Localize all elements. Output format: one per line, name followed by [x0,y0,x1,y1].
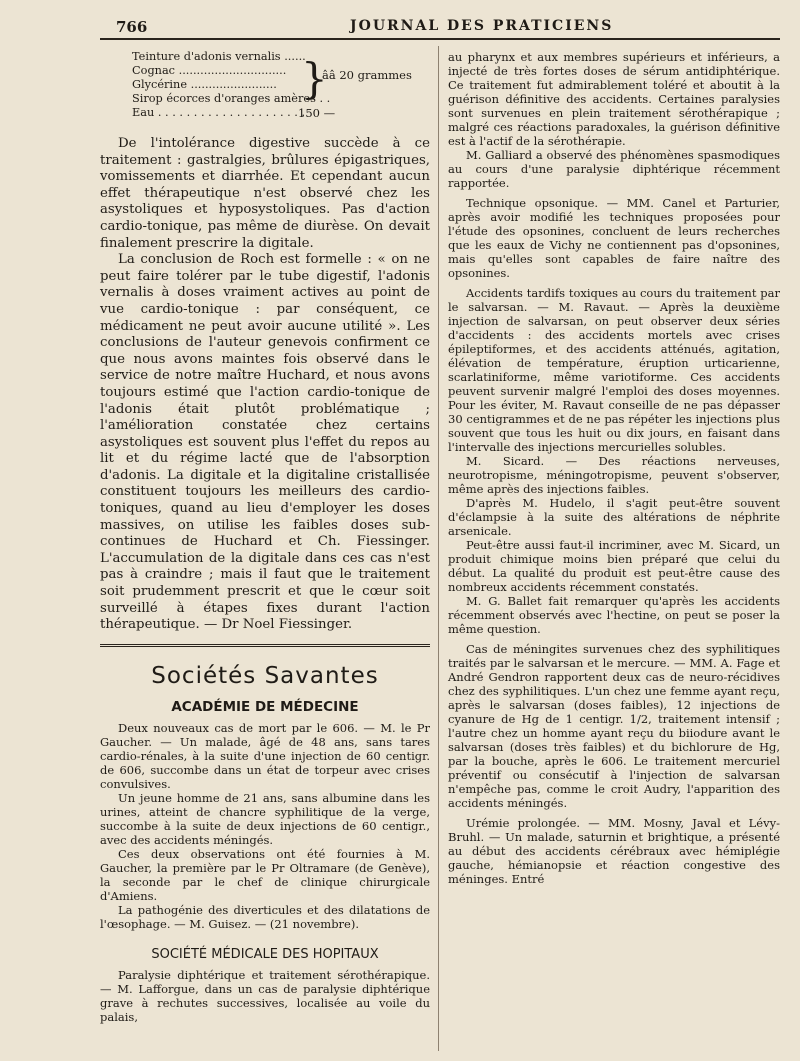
paragraph: D'après M. Hudelo, il s'agit peut-être souvent d'éclampsie à la suite des altérations de néphrite arsenicale. [448,496,780,538]
paragraph: Un jeune homme de 21 ans, sans albumine dans les urines, atteint de chancre syphilitique de la verge, succombe à la suite de deux injections de 60 centigr., avec des accidents méningés. [100,790,430,847]
paragraph: Technique opsonique. — MM. Canel et Parturier, après avoir modifié les techniques proposées pour l'étude des opsonines, concluent de leurs recherches que les eaux de Vichy ne contiennent pas d'opsonines, mais qu'elles sont capables de faire naître des opsonines. [448,196,780,280]
subsection-title: ACADÉMIE DE MÉDECINE [171,698,359,715]
page-number: 766 [116,18,148,36]
formula-quantity-water: 150 — [298,106,336,120]
section-title: Sociétés Savantes [151,662,379,689]
right-column [448,50,780,886]
section-rule [100,644,430,647]
page-header [100,12,780,40]
journal-title: JOURNAL DES PRATICIENS [350,18,614,34]
subsection-title: SOCIÉTÉ MÉDICALE DES HOPITAUX [151,946,379,962]
paragraph: M. Sicard. — Des réactions nerveuses, neurotropisme, méningotropisme, peuvent s'observer, même après des injections faibles. [448,454,780,496]
paragraph: M. Galliard a observé des phénomènes spasmodiques au cours d'une paralysie diphtérique récemment rapportée. [448,148,780,190]
formula-line: Cognac .............................. [132,64,287,77]
paragraph: Peut-être aussi faut-il incriminer, avec M. Sicard, un produit chimique moins bien préparé que celui du début. La qualité du produit est peut-être cause des nombreux accidents récemment constatés. [448,538,780,594]
column-divider [438,46,439,1051]
formula-line: Eau . . . . . . . . . . . . . . . . . . . . . [132,106,306,119]
formula-brace: } [301,54,328,103]
paragraph: Ces deux observations ont été fournies à M. Gaucher, la première par le Pr Oltramare (de Genève), la seconde par le chef de clinique chirurgicale d'Amiens. [100,846,430,903]
formula-line: Teinture d'adonis vernalis ...... [132,50,306,63]
paragraph: Deux nouveaux cas de mort par le 606. — M. le Pr Gaucher. — Un malade, âgé de 48 ans, sans tares cardio-rénales, à la suite d'une injection de 60 centigr. de 606, succombe dans un état de torpeur avec crises convulsives. [100,720,430,791]
paragraph: Paralysie diphtérique et traitement sérothérapique. — M. Lafforgue, dans un cas de paralysie diphtérique grave à rechutes successives, localisée au voile du palais, [100,967,430,1024]
prescription-formula [100,50,430,134]
paragraph: au pharynx et aux membres supérieurs et inférieurs, a injecté de très fortes doses de sérum antidiphtérique. Ce traitement fut admirablement toléré et aboutit à la guérison définitive des accidents. Certaines paralysies sont survenues en plein traitement sérothérapique ; malgré ces réactions paradoxales, la guérison définitive est à l'actif de la sérothérapie. [448,50,780,148]
paragraph: De l'intolérance digestive succède à ce traitement : gastralgies, brûlures épigastriques, vomissements et diarrhée. Et cependant aucun effet thérapeutique n'est observé chez les asystoliques et hyposystoliques. Pas d'action cardio-tonique, pas même de diurèse. On devait finalement prescrire la digitale. [100,136,430,251]
paragraph: Urémie prolongée. — MM. Mosny, Javal et Lévy-Bruhl. — Un malade, saturnin et brightique, a présenté au début des accidents cérébraux avec hémiplégie gauche, hémianopsie et réaction congestive des méninges. Entré [448,816,780,886]
paragraph: La conclusion de Roch est formelle : « on ne peut faire tolérer par le tube digestif, l'adonis vernalis à doses vraiment actives au point de vue cardio-tonique : par conséquent, ce médicament ne peut avoir aucune utilité ». Les conclusions de l'auteur genevois confirment ce que nous avons maintes fois observé dans le service de notre maître Huchard, et nous avons toujours estimé que l'action cardio-tonique de l'adonis était plutôt problématique ; l'amélioration constatée chez certains asystoliques est souvent plus l'effet du repos au lit et du régime lacté que de l'absorption d'adonis. La digitale et la digitaline cristallisée constituent toujours les meilleurs des cardio-toniques, quand au lieu d'employer les doses massives, on utilise les faibles doses sub-continues de Huchard et Ch. Fiessinger. L'accumulation de la digitale dans ces cas n'est pas à craindre ; mais il faut que le traitement soit prudemment prescrit et que le cœur soit surveillé à étapes fixes durant l'action thérapeutique. — Dr Noel Fiessinger. [100,252,430,633]
left-column [100,50,430,1024]
formula-line: Sirop écorces d'oranges amères . . [132,92,331,105]
paragraph: La pathogénie des diverticules et des dilatations de l'œsophage. — M. Guisez. — (21 novembre). [100,902,430,931]
formula-quantity: ââ 20 grammes [322,68,412,82]
formula-line: Glycérine ........................ [132,78,277,91]
paragraph: Cas de méningites survenues chez des syphilitiques traités par le salvarsan et le mercure. — MM. A. Fage et André Gendron rapportent deux cas de neuro-récidives chez des syphilitiques. L'un chez une femme ayant reçu, après le salvarsan (doses faibles), 12 injections de cyanure de Hg de 1 centigr. 1/2, traitement intensif ; l'autre chez un homme ayant reçu du biiodure avant le salvarsan (doses très faibles) et du bichlorure de Hg, par la bouche, après le 606. Le traitement mercuriel préventif ou consécutif à l'injection de salvarsan n'empêche pas, comme le croit Audry, l'apparition des accidents méningés. [448,642,780,810]
paragraph: Accidents tardifs toxiques au cours du traitement par le salvarsan. — M. Ravaut. — Après la deuxième injection de salvarsan, on peut observer deux séries d'accidents : des accidents mortels avec crises épileptiformes, et des accidents atténués, agitation, élévation de température, éruption urticarienne, scarlatiniforme, même variotiforme. Ces accidents peuvent survenir malgré l'emploi des doses moyennes. Pour les éviter, M. Ravaut conseille de ne pas dépasser 30 centigrammes et de ne pas répéter les injections plus souvent que tous les huit ou dix jours, en faisant dans l'intervalle des injections mercurielles solubles. [448,286,780,454]
paragraph: M. G. Ballet fait remarquer qu'après les accidents récemment observés avec l'hectine, on peut se poser la même question. [448,594,780,636]
